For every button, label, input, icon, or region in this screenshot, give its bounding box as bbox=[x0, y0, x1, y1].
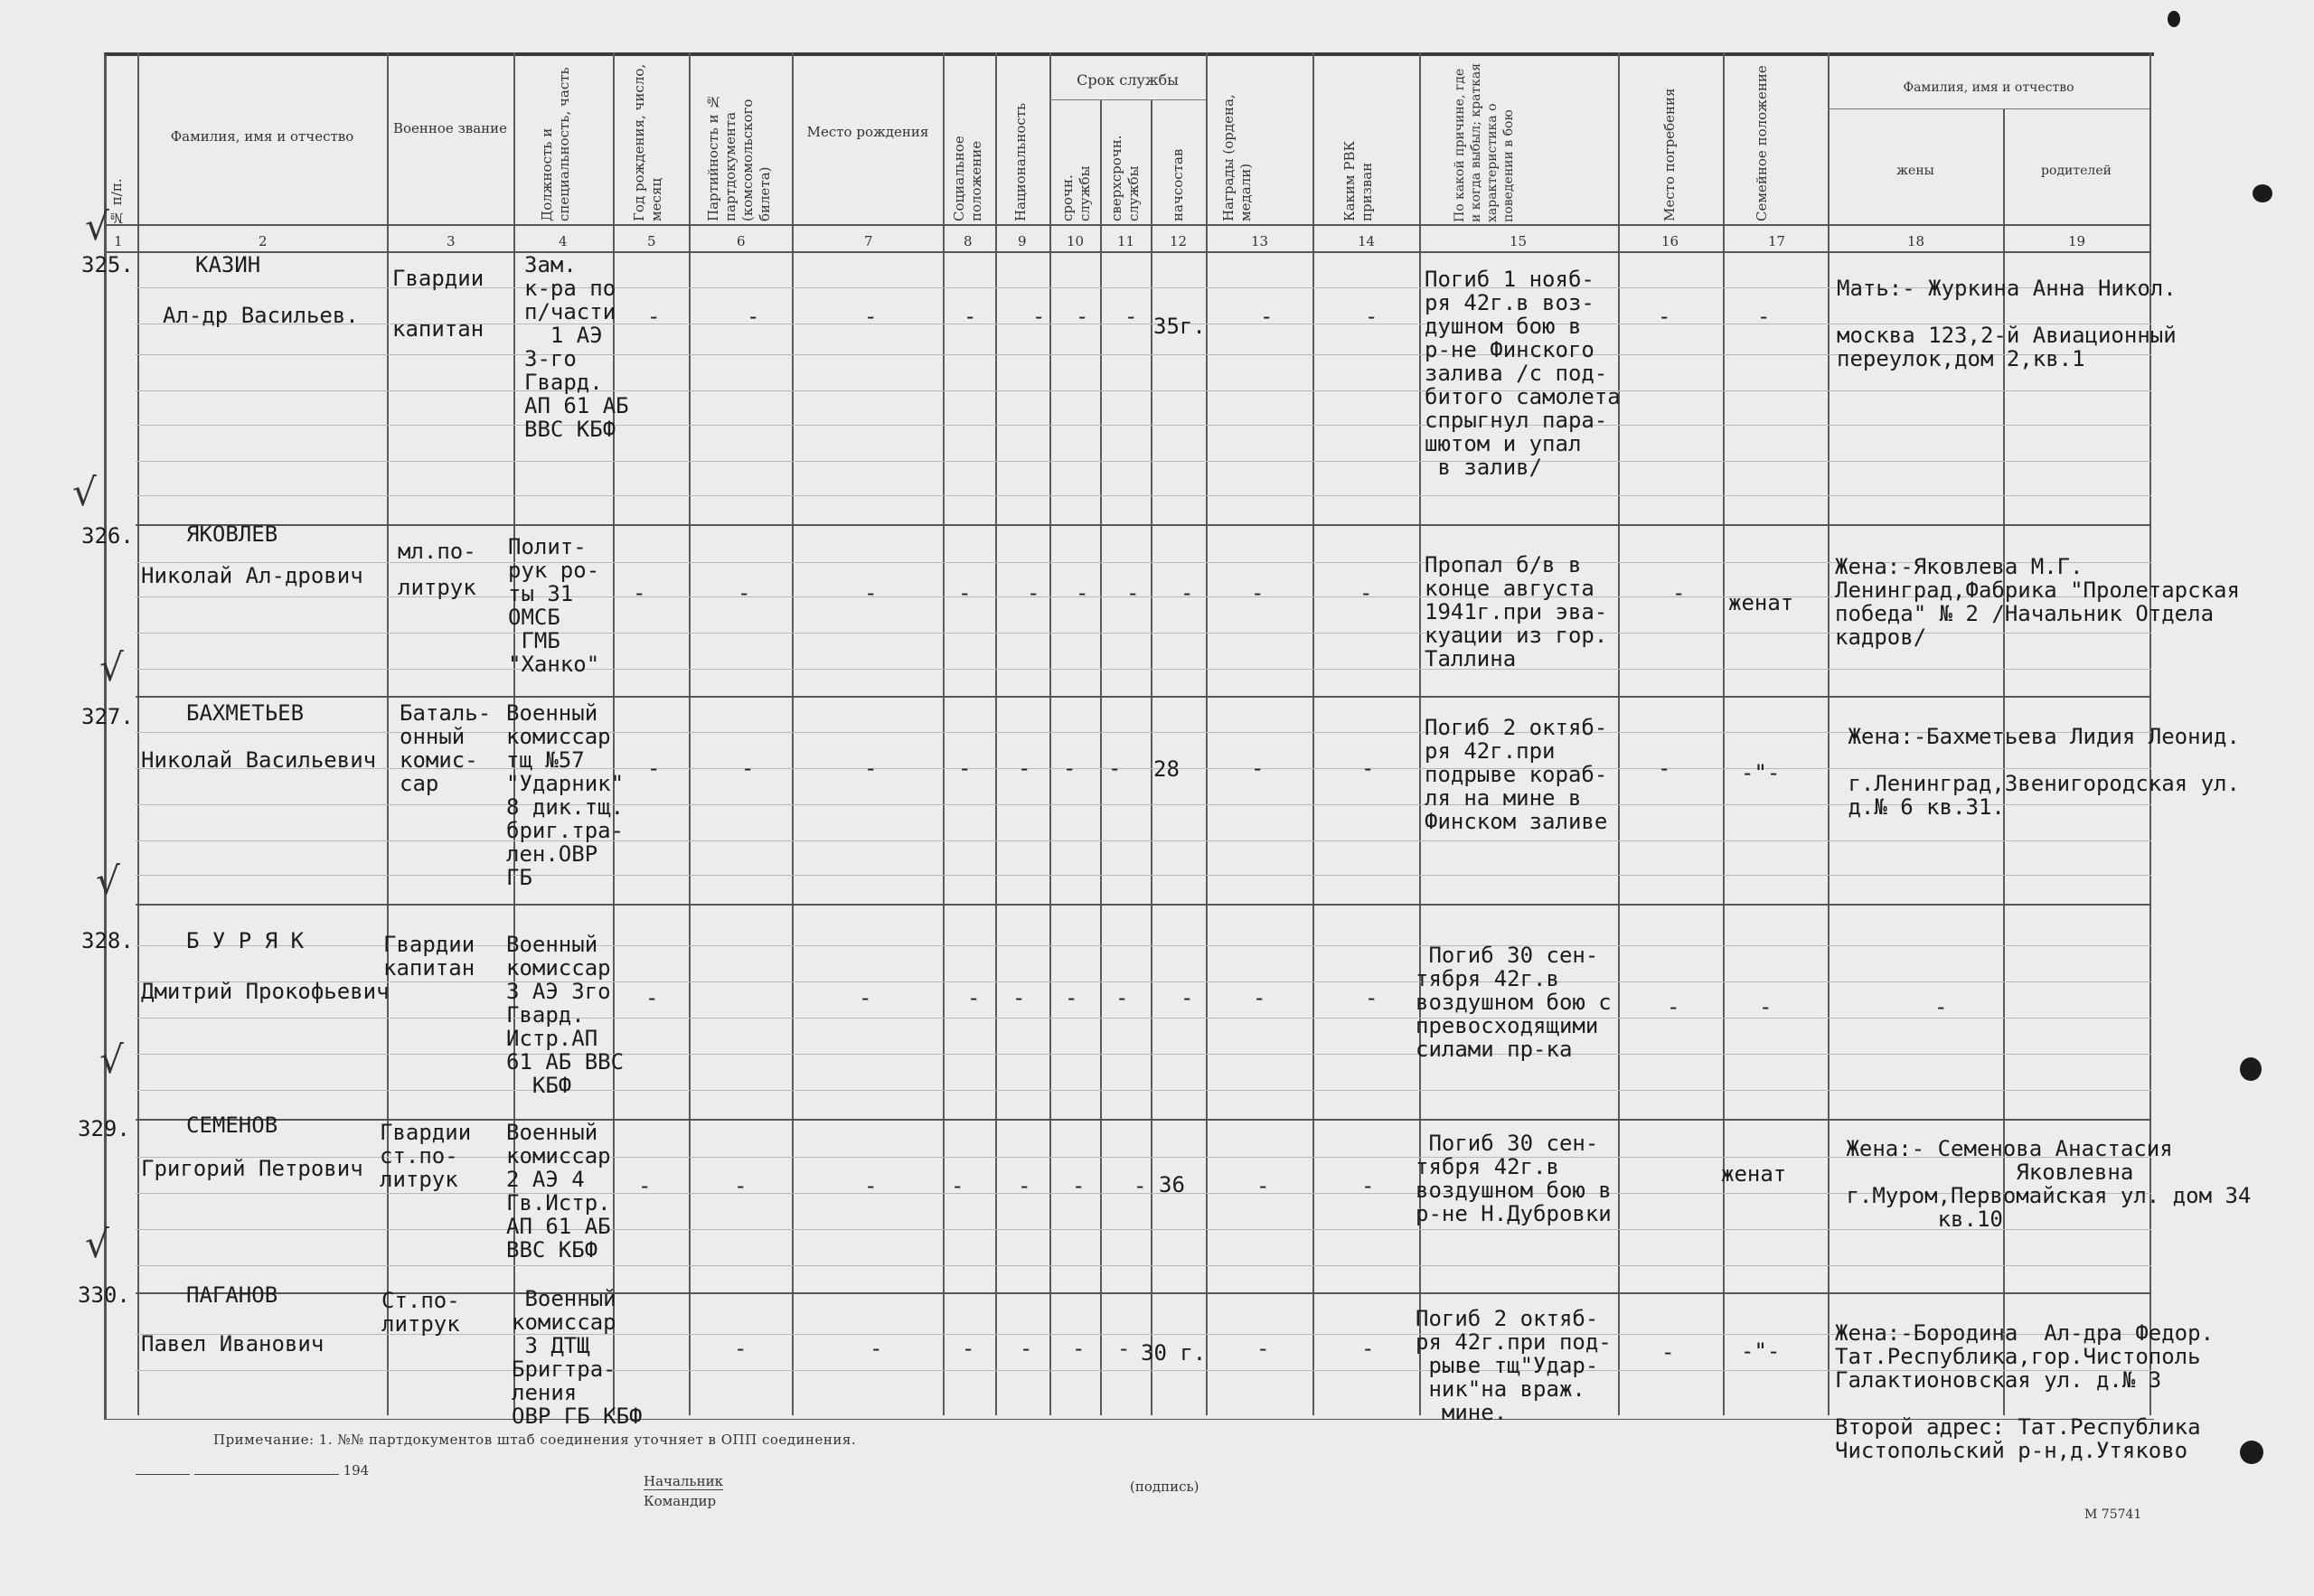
row-rule bbox=[136, 524, 2151, 526]
column-rule bbox=[1723, 52, 1725, 1415]
column-number: 13 bbox=[1251, 233, 1269, 249]
record-position: Военный комиссар тщ №57 "Ударник" 8 дик.тщ. бриг.тра- лен.ОВР ГБ bbox=[506, 700, 625, 890]
empty-dash: - bbox=[958, 756, 972, 781]
date-day-blank bbox=[136, 1474, 190, 1475]
empty-dash: - bbox=[958, 580, 972, 606]
footer-note: Примечание: 1. №№ партдокументов штаб соединения уточняет в ОПП соединения. bbox=[213, 1432, 857, 1448]
row-rule bbox=[136, 425, 2151, 426]
footer-date-year: 194 bbox=[343, 1462, 370, 1479]
column-rule bbox=[1312, 52, 1314, 1415]
empty-dash: - bbox=[870, 1336, 883, 1361]
empty-dash: - bbox=[1012, 985, 1026, 1010]
empty-dash: - bbox=[1020, 1336, 1033, 1361]
empty-dash: - bbox=[1117, 1336, 1131, 1361]
record-surname: СЕМЕНОВ bbox=[186, 1113, 278, 1138]
column-number: 17 bbox=[1768, 233, 1786, 249]
empty-dash: - bbox=[738, 580, 751, 606]
column-rule bbox=[1828, 52, 1830, 1415]
empty-dash: - bbox=[633, 580, 646, 606]
empty-dash: - bbox=[864, 580, 878, 606]
header-wife: жены bbox=[1896, 164, 1934, 178]
column-number: 18 bbox=[1907, 233, 1925, 249]
empty-dash: - bbox=[962, 1336, 975, 1361]
empty-dash: - bbox=[1018, 1173, 1031, 1198]
column-rule bbox=[387, 52, 389, 1415]
column-rule bbox=[1618, 52, 1620, 1415]
empty-dash: - bbox=[734, 1173, 748, 1198]
record-position: Военный комиссар 3 ДТЩ Бригтра- ления ОВР ГБ КБФ bbox=[512, 1286, 643, 1429]
punch-hole-decoration bbox=[2240, 1057, 2262, 1081]
header-rule bbox=[1828, 108, 2149, 109]
record-surname: ЯКОВЛЕВ bbox=[186, 521, 278, 547]
row-rule bbox=[136, 1090, 2151, 1091]
footer-chief: Начальник bbox=[644, 1473, 723, 1489]
record-reason: Погиб 30 сен- тября 42г.в воздушном бою с превосходящими силами пр-ка bbox=[1416, 943, 1612, 1062]
footer-date-line bbox=[136, 1462, 369, 1479]
header-party: Партийность и № партдокумента (комсомольского билета) bbox=[705, 93, 773, 221]
empty-dash: - bbox=[1032, 304, 1046, 329]
record-given-name: Ал-др Васильев. bbox=[163, 303, 359, 328]
record-officer-year: 36 bbox=[1159, 1172, 1185, 1197]
footer-commander: Командир bbox=[644, 1493, 717, 1509]
column-number: 6 bbox=[737, 233, 746, 249]
empty-dash: - bbox=[1361, 1336, 1375, 1361]
record-relatives: Жена:-Бахметьева Лидия Леонид. г.Ленинград,Звенигородская ул. д.№ 6 кв.31. bbox=[1848, 724, 2240, 820]
handwritten-check: √ bbox=[99, 645, 124, 690]
row-rule bbox=[136, 875, 2151, 876]
handwritten-check: √ bbox=[72, 470, 97, 514]
record-position: Военный комиссар 3 АЭ 3го Гвард. Истр.АП 61 АБ ВВС КБФ bbox=[506, 932, 625, 1098]
header-full-name: Фамилия, имя и отчество bbox=[170, 128, 354, 145]
record-reason: Пропал б/в в конце августа 1941г.при эва- куации из гор. Таллина bbox=[1425, 552, 1608, 671]
column-number: 2 bbox=[259, 233, 268, 249]
handwritten-check: √ bbox=[85, 1222, 109, 1266]
row-rule bbox=[136, 1018, 2151, 1019]
column-number: 3 bbox=[447, 233, 456, 249]
header-awards: Награды (ордена, медали) bbox=[1220, 94, 1254, 221]
record-relatives: Жена:- Семенова Анастасия Яковлевна г.Муром,Первомайская ул. дом 34 кв.10 bbox=[1846, 1136, 2252, 1232]
column-number: 7 bbox=[864, 233, 873, 249]
record-given-name: Григорий Петрович bbox=[141, 1156, 363, 1181]
header-nationality: Национальность bbox=[1012, 102, 1029, 221]
header-rank: Военное звание bbox=[392, 120, 508, 136]
row-rule bbox=[136, 840, 2151, 841]
column-number: 9 bbox=[1018, 233, 1027, 249]
empty-dash: - bbox=[1759, 994, 1773, 1019]
column-rule bbox=[943, 52, 945, 1415]
record-officer-year: 35г. bbox=[1153, 314, 1206, 339]
empty-dash: - bbox=[1251, 756, 1265, 781]
record-number: 327. bbox=[81, 704, 134, 729]
row-rule bbox=[136, 981, 2151, 982]
empty-dash: - bbox=[1076, 580, 1089, 606]
empty-dash: - bbox=[1018, 756, 1031, 781]
handwritten-check: √ bbox=[85, 204, 109, 249]
header-position: Должность и специальность, часть bbox=[539, 67, 572, 221]
record-rank: Ст.по- литрук bbox=[381, 1288, 460, 1337]
empty-dash: - bbox=[741, 756, 755, 781]
record-relatives: Жена:-Яковлева М.Г. Ленинград,Фабрика "Пролетарская победа" № 2 /Начальник Отдела кадров/ bbox=[1835, 554, 2240, 650]
record-surname: БАХМЕТЬЕВ bbox=[186, 700, 305, 726]
empty-dash: - bbox=[747, 304, 760, 329]
record-number: 329. bbox=[78, 1116, 130, 1141]
record-reason: Погиб 2 октяб- ря 42г.при под- рыве тщ"Удар- ник"на враж. мине. bbox=[1416, 1306, 1612, 1425]
column-number: 16 bbox=[1661, 233, 1679, 249]
empty-dash: - bbox=[1181, 985, 1194, 1010]
empty-dash: - bbox=[647, 756, 661, 781]
row-rule bbox=[136, 1054, 2151, 1055]
empty-dash: - bbox=[864, 304, 878, 329]
row-rule bbox=[136, 495, 2151, 496]
record-number: 330. bbox=[78, 1282, 130, 1308]
empty-dash: - bbox=[1934, 994, 1948, 1019]
empty-dash: - bbox=[1658, 304, 1671, 329]
empty-dash: - bbox=[1260, 304, 1274, 329]
empty-dash: - bbox=[1359, 580, 1373, 606]
row-rule bbox=[136, 696, 2151, 698]
record-rank: Гвардии ст.по- литрук bbox=[380, 1120, 472, 1192]
empty-dash: - bbox=[1365, 985, 1378, 1010]
record-reason: Погиб 1 нояб- ря 42г.в воз- душном бою в р-не Финского залива /с под- битого самолета спрыгнул пара- шютом и упал в залив/ bbox=[1425, 267, 1621, 480]
record-given-name: Дмитрий Прокофьевич bbox=[141, 979, 390, 1004]
record-position: Полит- рук ро- ты 31 ОМСБ ГМБ "Ханко" bbox=[508, 534, 600, 677]
header-officer: начсостав bbox=[1170, 148, 1186, 221]
header-birth-year: Год рождения, число, месяц bbox=[631, 63, 664, 221]
empty-dash: - bbox=[1256, 1173, 1270, 1198]
empty-dash: - bbox=[967, 985, 981, 1010]
row-rule bbox=[136, 904, 2151, 906]
empty-dash: - bbox=[1365, 304, 1378, 329]
column-number: 14 bbox=[1358, 233, 1376, 249]
column-number: 10 bbox=[1067, 233, 1085, 249]
record-given-name: Николай Васильевич bbox=[141, 747, 377, 773]
column-rule bbox=[137, 52, 139, 1415]
record-position: Военный комиссар 2 АЭ 4 Гв.Истр. АП 61 АБ ВВС КБФ bbox=[506, 1120, 611, 1263]
header-extended-service: сверхсрочн. службы bbox=[1108, 135, 1142, 221]
header-relatives: Фамилия, имя и отчество bbox=[1903, 80, 2074, 95]
empty-dash: - bbox=[1757, 304, 1771, 329]
punch-hole-decoration bbox=[2253, 184, 2272, 202]
empty-dash: - bbox=[1063, 756, 1077, 781]
empty-dash: - bbox=[1253, 985, 1266, 1010]
footer-signature-label: (подпись) bbox=[1130, 1479, 1199, 1495]
empty-dash: - bbox=[859, 985, 872, 1010]
record-surname: Б У Р Я К bbox=[186, 928, 305, 953]
record-number: 325. bbox=[81, 252, 134, 277]
empty-dash: - bbox=[1072, 1336, 1086, 1361]
row-rule bbox=[136, 461, 2151, 462]
empty-dash: - bbox=[864, 756, 878, 781]
column-number: 15 bbox=[1510, 233, 1528, 249]
header-rule bbox=[1049, 99, 1206, 100]
empty-dash: - bbox=[1072, 1173, 1086, 1198]
column-rule bbox=[995, 52, 997, 1415]
record-rank: Гвардии капитан bbox=[383, 932, 475, 981]
header-number: № п/п. bbox=[108, 178, 125, 226]
column-rule bbox=[1049, 52, 1051, 1415]
empty-dash: - bbox=[1133, 1173, 1147, 1198]
empty-dash: - bbox=[1076, 304, 1089, 329]
header-draft-office: Каким РВК призван bbox=[1341, 140, 1375, 221]
record-family-status: -"- bbox=[1741, 760, 1781, 785]
column-number: 4 bbox=[559, 233, 568, 249]
empty-dash: - bbox=[645, 985, 659, 1010]
record-number: 326. bbox=[81, 523, 134, 549]
header-family-status: Семейное положение bbox=[1754, 65, 1770, 221]
header-bottom-rule bbox=[107, 224, 2151, 226]
empty-dash: - bbox=[1126, 580, 1140, 606]
column-rule bbox=[689, 52, 691, 1415]
header-reason: По какой причине, где и когда выбыл; краткая характеристика о поведении в бою bbox=[1453, 62, 1516, 222]
record-relatives: Мать:- Журкина Анна Никол. москва 123,2-й Авиационный переулок,дом 2,кв.1 bbox=[1837, 276, 2177, 371]
empty-dash: - bbox=[951, 1173, 964, 1198]
column-number: 8 bbox=[964, 233, 973, 249]
empty-dash: - bbox=[1124, 304, 1138, 329]
record-surname: ПАГАНОВ bbox=[186, 1282, 278, 1308]
record-rank: мл.по- литрук bbox=[398, 539, 476, 600]
record-family-status: женат bbox=[1721, 1161, 1787, 1187]
handwritten-check: √ bbox=[99, 1037, 124, 1082]
empty-dash: - bbox=[1108, 756, 1122, 781]
empty-dash: - bbox=[1672, 580, 1686, 606]
empty-dash: - bbox=[647, 304, 661, 329]
empty-dash: - bbox=[1361, 756, 1375, 781]
punch-hole-decoration bbox=[2240, 1441, 2263, 1464]
empty-dash: - bbox=[1115, 985, 1129, 1010]
header-regular-service: срочн. службы bbox=[1059, 165, 1093, 221]
empty-dash: - bbox=[1181, 580, 1194, 606]
row-rule bbox=[136, 1265, 2151, 1266]
record-rank: Баталь- онный комис- сар bbox=[400, 700, 492, 796]
record-officer-year: 28 bbox=[1153, 756, 1180, 782]
empty-dash: - bbox=[1027, 580, 1040, 606]
record-reason: Погиб 30 сен- тября 42г.в воздушном бою в р-не Н.Дубровки bbox=[1416, 1131, 1612, 1226]
row-rule bbox=[136, 669, 2151, 670]
empty-dash: - bbox=[1065, 985, 1078, 1010]
record-given-name: Николай Ал-дрович bbox=[141, 563, 363, 588]
footer-form-code: М 75741 bbox=[2084, 1507, 2142, 1522]
record-given-name: Павел Иванович bbox=[141, 1331, 325, 1357]
header-parents: родителей bbox=[2041, 164, 2112, 178]
column-rule bbox=[792, 52, 794, 1415]
header-social: Социальное положение bbox=[951, 136, 984, 221]
record-position: Зам. к-ра по п/части 1 АЭ 3-го Гвард. АП 61 АБ ВВС КБФ bbox=[524, 252, 629, 442]
empty-dash: - bbox=[864, 1173, 878, 1198]
column-number: 12 bbox=[1170, 233, 1188, 249]
column-number: 11 bbox=[1117, 233, 1135, 249]
record-relatives: Жена:-Бородина Ал-дра Федор. Тат.Республика,гор.Чистополь Галактионовская ул. д.№ 3 Второй адрес: Тат.Республика Чистопольский р-н,д.Утяково bbox=[1835, 1320, 2215, 1463]
record-officer-year: 30 г. bbox=[1141, 1340, 1207, 1366]
column-number: 1 bbox=[114, 233, 123, 249]
empty-dash: - bbox=[1667, 994, 1680, 1019]
empty-dash: - bbox=[734, 1336, 748, 1361]
record-number: 328. bbox=[81, 928, 134, 953]
handwritten-check: √ bbox=[96, 859, 120, 903]
empty-dash: - bbox=[1251, 580, 1265, 606]
empty-dash: - bbox=[964, 304, 977, 329]
record-reason: Погиб 2 октяб- ря 42г.при подрыве кораб- ля на мине в Финском заливе bbox=[1425, 715, 1608, 834]
header-birth-place: Место рождения bbox=[806, 124, 929, 140]
column-rule bbox=[1100, 99, 1102, 1415]
record-family-status: женат bbox=[1728, 590, 1794, 615]
record-rank: Гвардии капитан bbox=[392, 266, 484, 342]
column-number: 5 bbox=[647, 233, 656, 249]
record-surname: КАЗИН bbox=[195, 252, 261, 277]
date-month-blank bbox=[194, 1474, 339, 1475]
column-number: 19 bbox=[2068, 233, 2086, 249]
empty-dash: - bbox=[1361, 1173, 1375, 1198]
record-family-status: -"- bbox=[1741, 1338, 1781, 1364]
header-burial-place: Место погребения bbox=[1661, 88, 1678, 221]
empty-dash: - bbox=[1658, 756, 1671, 781]
empty-dash: - bbox=[638, 1173, 652, 1198]
column-rule bbox=[1206, 52, 1208, 1415]
punch-hole-decoration bbox=[2168, 11, 2180, 27]
header-service-term: Срок службы bbox=[1077, 71, 1179, 89]
column-rule bbox=[1151, 99, 1152, 1415]
empty-dash: - bbox=[1661, 1339, 1675, 1365]
empty-dash: - bbox=[1256, 1336, 1270, 1361]
row-rule bbox=[136, 390, 2151, 391]
